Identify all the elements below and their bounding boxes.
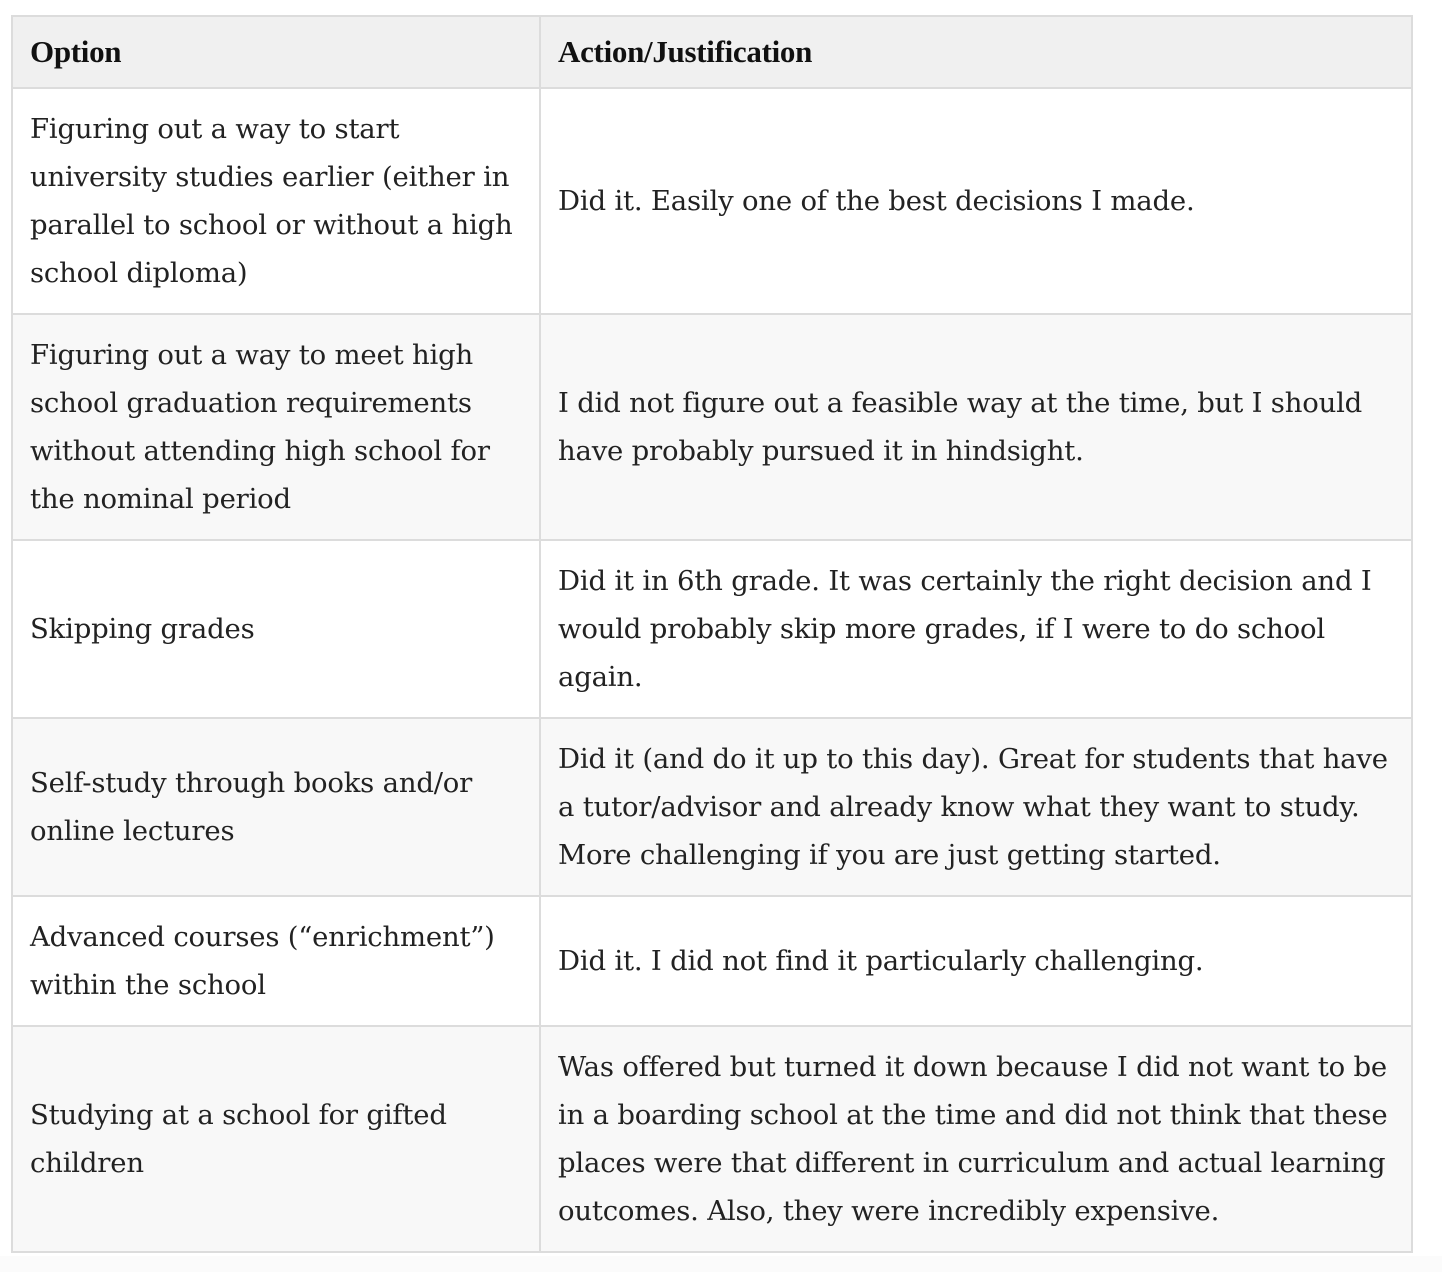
option-cell: Figuring out a way to meet high school graduation requirements without attending high school for the nominal period xyxy=(12,314,540,540)
options-table xyxy=(11,15,1413,1253)
table-row xyxy=(12,896,1412,1026)
header-row xyxy=(12,16,1412,88)
column-header-action-justification: Action/Justification xyxy=(540,16,1412,88)
option-cell: Studying at a school for gifted children xyxy=(12,1026,540,1252)
table-body xyxy=(12,88,1412,1252)
table-row xyxy=(12,1026,1412,1252)
page-bottom-edge xyxy=(0,1256,1442,1272)
action-cell: Did it in 6th grade. It was certainly the right decision and I would probably skip more grades, if I were to do school again. xyxy=(540,540,1412,718)
table-header xyxy=(12,16,1412,88)
option-cell: Skipping grades xyxy=(12,540,540,718)
action-cell: Did it. Easily one of the best decisions I made. xyxy=(540,88,1412,314)
option-cell: Figuring out a way to start university studies earlier (either in parallel to school or without a high school diploma) xyxy=(12,88,540,314)
table-row xyxy=(12,88,1412,314)
table-row xyxy=(12,718,1412,896)
column-header-option: Option xyxy=(12,16,540,88)
option-cell: Self-study through books and/or online lectures xyxy=(12,718,540,896)
options-table-container xyxy=(11,15,1411,1253)
option-cell: Advanced courses (“enrichment”) within the school xyxy=(12,896,540,1026)
table-row xyxy=(12,540,1412,718)
action-cell: I did not figure out a feasible way at the time, but I should have probably pursued it in hindsight. xyxy=(540,314,1412,540)
table-row xyxy=(12,314,1412,540)
action-cell: Did it. I did not find it particularly challenging. xyxy=(540,896,1412,1026)
action-cell: Did it (and do it up to this day). Great for students that have a tutor/advisor and already know what they want to study. More challenging if you are just getting started. xyxy=(540,718,1412,896)
action-cell: Was offered but turned it down because I did not want to be in a boarding school at the time and did not think that these places were that different in curriculum and actual learning outcomes. Also, they were incredibly expensive. xyxy=(540,1026,1412,1252)
